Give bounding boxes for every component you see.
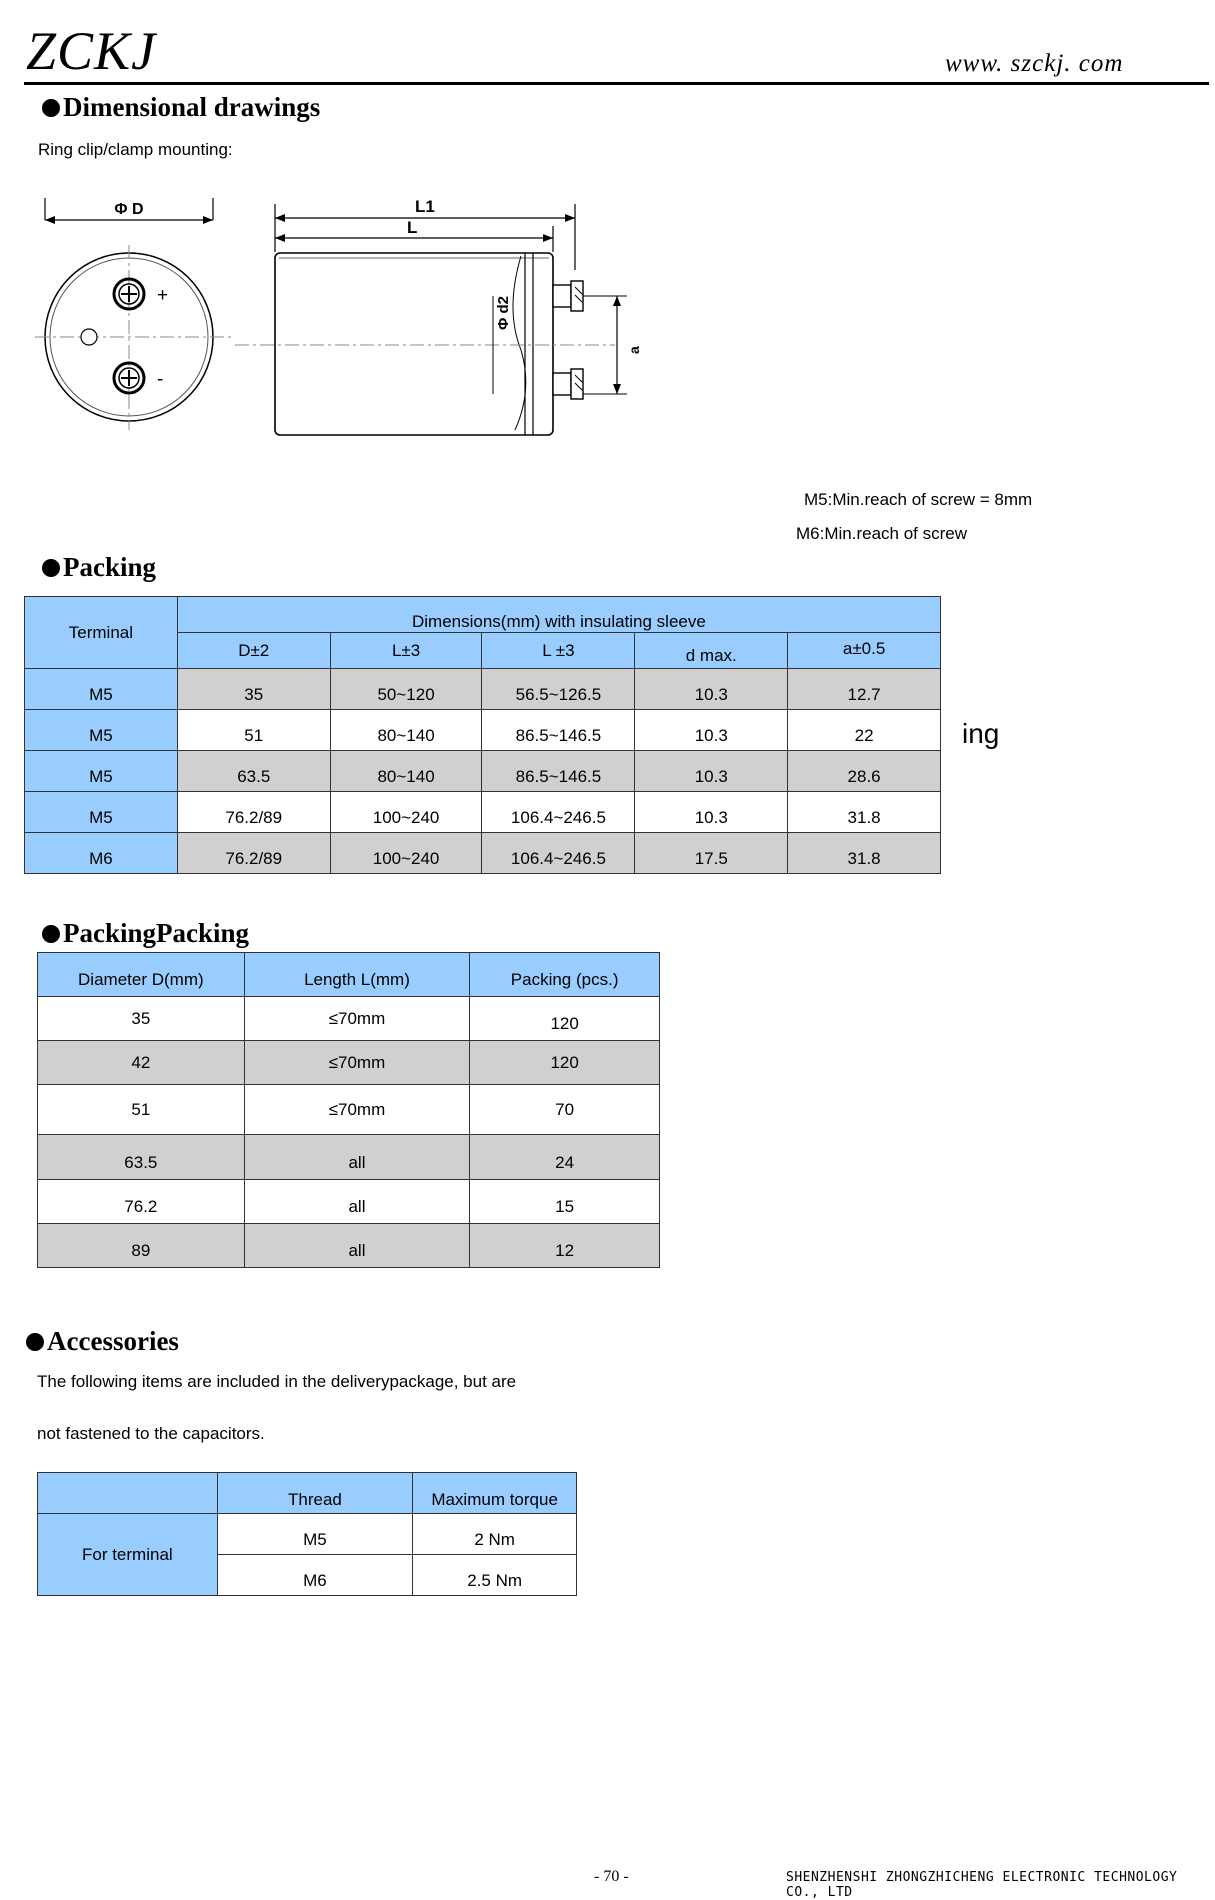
header-col: Packing (pcs.) — [470, 953, 660, 997]
bullet-icon — [42, 99, 60, 117]
table-row — [25, 751, 941, 792]
table-row — [38, 1514, 577, 1555]
table-cell: 35 — [38, 997, 245, 1041]
m5-screw-note: M5:Min.reach of screw = 8mm — [804, 490, 1033, 509]
table-cell: 12 — [470, 1224, 660, 1268]
header-col: L±3 — [330, 633, 482, 669]
table-cell: 24 — [470, 1135, 660, 1180]
table-cell: 51 — [38, 1085, 245, 1135]
section-title-dimensional: Dimensional drawings — [42, 92, 320, 123]
header-dimensions-group: Dimensions(mm) with insulating sleeve — [177, 597, 940, 633]
table-cell: 51 — [177, 710, 330, 751]
header-col: d max. — [635, 633, 788, 669]
table-cell: all — [244, 1135, 470, 1180]
table-cell: 80~140 — [330, 710, 482, 751]
table-cell: 10.3 — [635, 751, 788, 792]
header-col: L ±3 — [482, 633, 635, 669]
table-cell: 120 — [470, 1041, 660, 1085]
header-col: Maximum torque — [413, 1473, 577, 1514]
table-cell: 35 — [177, 669, 330, 710]
table-cell: 120 — [470, 997, 660, 1041]
table-cell: M5 — [25, 710, 178, 751]
table-cell: 70 — [470, 1085, 660, 1135]
table-cell: 10.3 — [635, 792, 788, 833]
accessories-table — [37, 1472, 577, 1596]
table-cell: 89 — [38, 1224, 245, 1268]
table-cell: M6 — [217, 1555, 413, 1596]
table-cell: 63.5 — [177, 751, 330, 792]
plus-label: + — [157, 285, 169, 306]
table-cell: 56.5~126.5 — [482, 669, 635, 710]
table-cell: 63.5 — [38, 1135, 245, 1180]
table-cell: 28.6 — [788, 751, 941, 792]
row-label-for-terminal: For terminal — [38, 1514, 218, 1596]
header-col-empty — [38, 1473, 218, 1514]
packing-quantity-table — [37, 952, 660, 1268]
table-cell: 10.3 — [635, 710, 788, 751]
accessories-text-line1: The following items are included in the deliverypackage, but are — [37, 1372, 517, 1391]
table-row — [25, 833, 941, 874]
table-cell: M5 — [25, 792, 178, 833]
mounting-subtitle: Ring clip/clamp mounting: — [38, 140, 233, 159]
table-row — [25, 792, 941, 833]
header-col: Diameter D(mm) — [38, 953, 245, 997]
table-cell: 31.8 — [788, 833, 941, 874]
table-cell: all — [244, 1180, 470, 1224]
bullet-icon — [42, 559, 60, 577]
table-cell: 17.5 — [635, 833, 788, 874]
company-logo: ZCKJ — [26, 21, 157, 81]
page-number: - 70 - — [594, 1868, 629, 1885]
table-cell: M5 — [25, 751, 178, 792]
table-cell: 100~240 — [330, 833, 482, 874]
table-row — [25, 710, 941, 751]
header-rule — [24, 82, 1209, 85]
bullet-icon — [42, 925, 60, 943]
table-cell: 76.2/89 — [177, 833, 330, 874]
table-cell: 86.5~146.5 — [482, 710, 635, 751]
m6-screw-note: M6:Min.reach of screw — [796, 524, 967, 543]
table-row — [38, 1135, 660, 1180]
header-col: Thread — [217, 1473, 413, 1514]
table-cell: 12.7 — [788, 669, 941, 710]
table-cell: M5 — [25, 669, 178, 710]
l-label: L — [407, 218, 418, 237]
l1-label: L1 — [415, 197, 435, 216]
a-label: a — [626, 346, 642, 354]
stray-side-text: ing — [962, 718, 1000, 749]
table-cell: ≤70mm — [244, 1085, 470, 1135]
section-title-accessories: Accessories — [26, 1326, 179, 1357]
d2-label: Φ d2 — [495, 296, 512, 330]
header-col: Length L(mm) — [244, 953, 470, 997]
side-view-drawing — [235, 197, 642, 435]
header-terminal: Terminal — [25, 597, 178, 669]
front-view-drawing — [35, 198, 235, 430]
section-title-packing-packing: PackingPacking — [42, 918, 249, 949]
table-cell: 106.4~246.5 — [482, 833, 635, 874]
table-cell: 2 Nm — [413, 1514, 577, 1555]
footer-company: SHENZHENSHI ZHONGZHICHENG ELECTRONIC TECHNOLOGY CO., LTD — [786, 1870, 1178, 1900]
header-col: D±2 — [177, 633, 330, 669]
table-row — [38, 1041, 660, 1085]
table-cell: 86.5~146.5 — [482, 751, 635, 792]
table-row — [38, 1180, 660, 1224]
table-cell: ≤70mm — [244, 997, 470, 1041]
table-row — [38, 1085, 660, 1135]
website-url[interactable]: www. szckj. com — [945, 50, 1124, 77]
table-cell: 42 — [38, 1041, 245, 1085]
table-cell: 80~140 — [330, 751, 482, 792]
dimensional-drawing — [35, 190, 655, 460]
table-cell: 2.5 Nm — [413, 1555, 577, 1596]
phi-d-label: Φ D — [114, 201, 144, 218]
bullet-icon — [26, 1333, 44, 1351]
table-row — [38, 1224, 660, 1268]
table-cell: 15 — [470, 1180, 660, 1224]
table-cell: 106.4~246.5 — [482, 792, 635, 833]
table-cell: 76.2/89 — [177, 792, 330, 833]
table-cell: ≤70mm — [244, 1041, 470, 1085]
table-cell: 76.2 — [38, 1180, 245, 1224]
table-cell: 31.8 — [788, 792, 941, 833]
header-col: a±0.5 — [788, 633, 941, 669]
dimensions-table — [24, 596, 941, 874]
table-cell: 100~240 — [330, 792, 482, 833]
section-title-packing: Packing — [42, 552, 156, 583]
accessories-text-line2: not fastened to the capacitors. — [37, 1424, 265, 1443]
table-cell: 10.3 — [635, 669, 788, 710]
minus-label: - — [157, 369, 164, 390]
table-cell: M6 — [25, 833, 178, 874]
table-row — [25, 669, 941, 710]
table-cell: M5 — [217, 1514, 413, 1555]
table-cell: 22 — [788, 710, 941, 751]
table-cell: 50~120 — [330, 669, 482, 710]
table-row — [38, 997, 660, 1041]
table-cell: all — [244, 1224, 470, 1268]
